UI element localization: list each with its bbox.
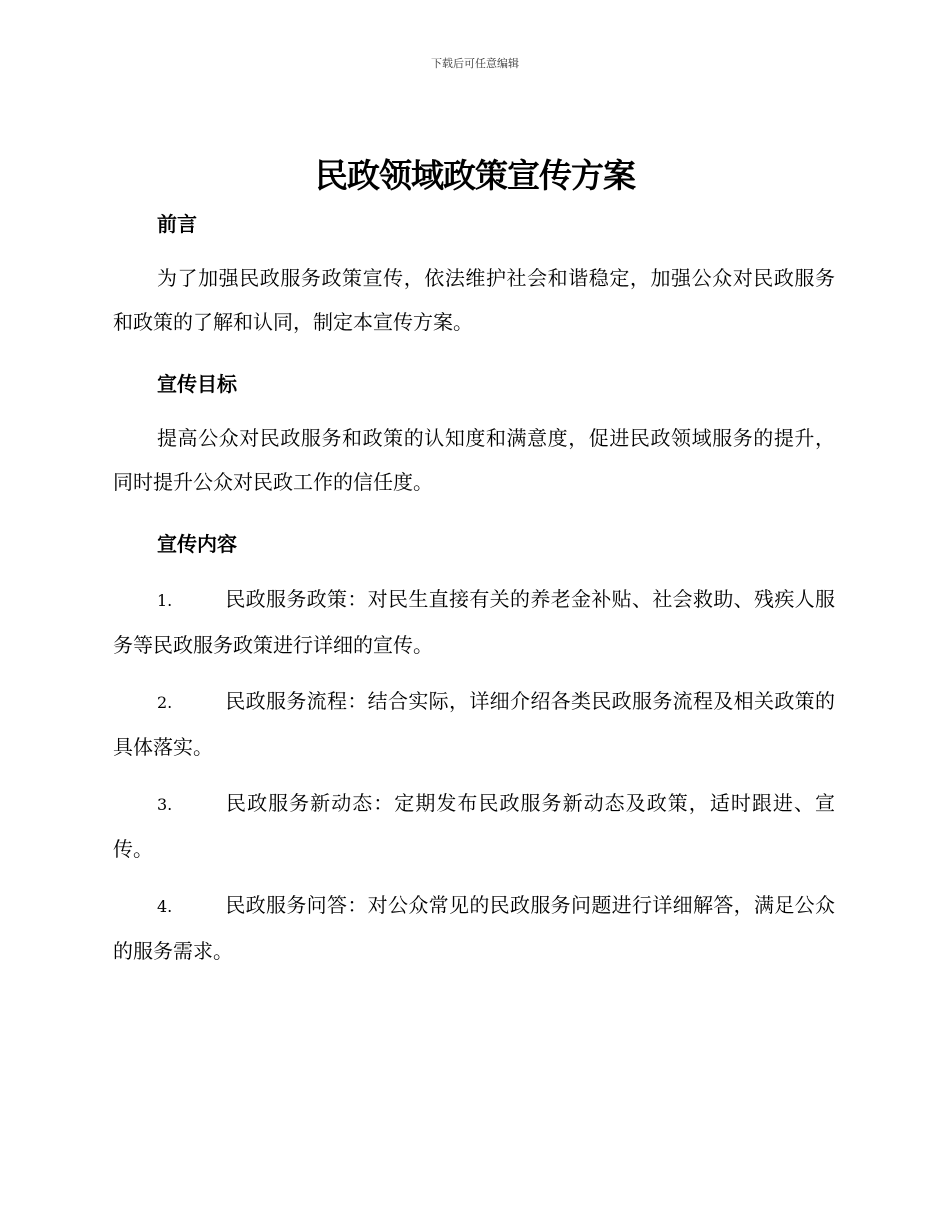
section-heading-content: 宣传内容 (157, 532, 237, 556)
list-item (113, 577, 835, 667)
list-item-number: 4. (157, 897, 173, 916)
list-item-number: 1. (157, 591, 173, 610)
section-heading-goal: 宣传目标 (157, 372, 237, 396)
list-item (113, 781, 835, 871)
document-title: 民政领域政策宣传方案 (315, 156, 635, 195)
list-item-number: 2. (157, 693, 173, 712)
list-item (113, 679, 835, 769)
list-item-text: 民政服务问答：对公众常见的民政服务问题进行详细解答，满足公众的服务需求。 (113, 893, 835, 963)
list-item-number: 3. (157, 795, 173, 814)
list-item-text: 民政服务流程：结合实际，详细介绍各类民政服务流程及相关政策的具体落实。 (113, 689, 835, 759)
list-item-text: 民政服务新动态：定期发布民政服务新动态及政策，适时跟进、宣传。 (113, 791, 835, 861)
list-item (113, 883, 835, 973)
paragraph-preface: 为了加强民政服务政策宣传，依法维护社会和谐稳定，加强公众对民政服务和政策的了解和认同，制定本宣传方案。 (113, 266, 835, 334)
list-item-text: 民政服务政策：对民生直接有关的养老金补贴、社会救助、残疾人服务等民政服务政策进行详细的宣传。 (113, 587, 835, 657)
section-heading-preface: 前言 (157, 212, 197, 236)
header-note: 下载后可任意编辑 (431, 57, 519, 70)
paragraph-goal: 提高公众对民政服务和政策的认知度和满意度，促进民政领域服务的提升，同时提升公众对民政工作的信任度。 (113, 426, 835, 494)
